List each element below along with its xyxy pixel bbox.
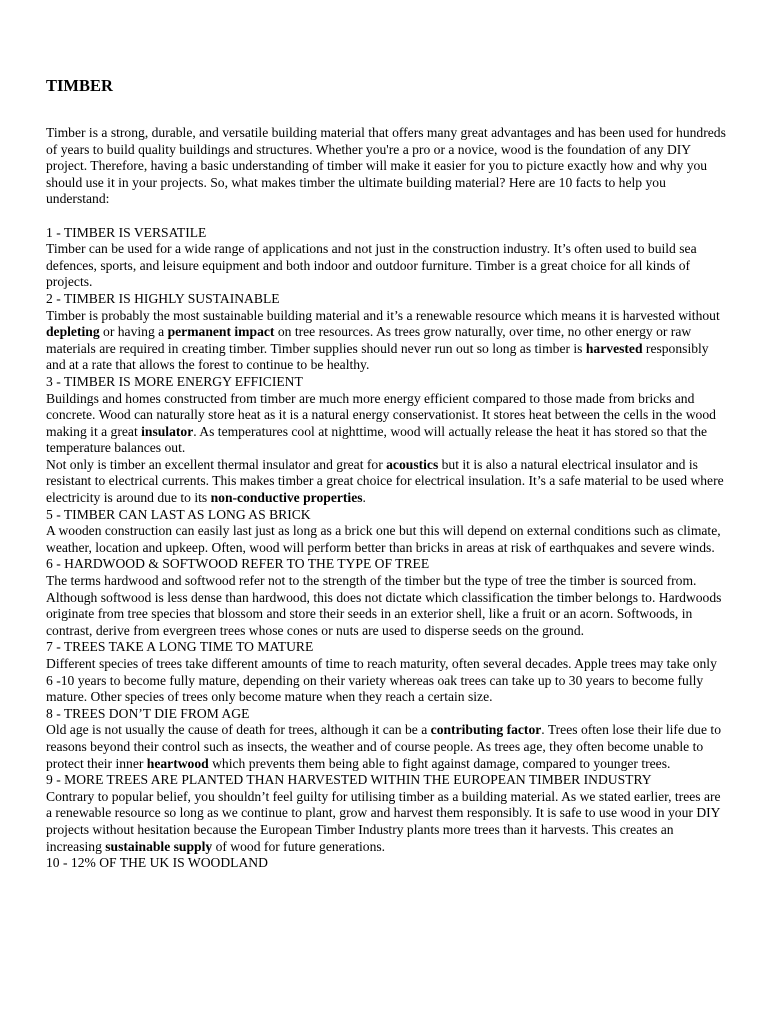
bold-term: insulator <box>141 423 194 439</box>
section <box>46 772 726 855</box>
section-heading: 6 - HARDWOOD & SOFTWOOD REFER TO THE TYPE OF TREE <box>46 556 430 572</box>
text-run: Buildings and homes constructed from timber are much more energy efficient compared to those made from bricks and concrete. Wood can naturally store heat as it is a natural energy conservationist. It stores heat between the cells in the wood making it a great <box>46 390 716 439</box>
section-heading: 5 - TIMBER CAN LAST AS LONG AS BRICK <box>46 506 311 522</box>
section-heading: 1 - TIMBER IS VERSATILE <box>46 224 207 240</box>
text-run: responsibly and at a rate that allows the forest to continue to be healthy. <box>46 340 709 373</box>
section-paragraph <box>46 789 726 855</box>
bold-term: sustainable supply <box>105 838 213 854</box>
text-run: which prevents them being able to fight against damage, compared to younger trees. <box>208 755 671 771</box>
text-run: . <box>362 490 366 506</box>
section <box>46 507 726 557</box>
intro-paragraph: Timber is a strong, durable, and versatile building material that offers many great advantages and has been used for hundreds of years to build quality buildings and structures. Whether you're a pro or a novice, wood is the foundation of any DIY project. Therefore, having a basic understanding of timber will make it easier for you to picture exactly how and why you should use it in your projects. So, what makes timber the ultimate building material? Here are 10 facts to help you understand: <box>46 125 726 207</box>
document-page <box>46 76 726 872</box>
bold-term: permanent impact <box>167 324 275 340</box>
bold-term: acoustics <box>386 456 439 472</box>
text-run: Not only is timber an excellent thermal insulator and great for <box>46 456 387 472</box>
text-run: Timber can be used for a wide range of applications and not just in the construction industry. It’s often used to build sea defences, sports, and leisure equipment and both indoor and outdoor furniture. Timber is a great choice for all kinds of projects. <box>46 241 697 290</box>
text-run: Timber is probably the most sustainable building material and it’s a renewable resource which means it is harvested without <box>46 307 720 323</box>
text-run: or having a <box>99 324 168 340</box>
bold-term: harvested <box>585 340 643 356</box>
section <box>46 374 726 507</box>
section-paragraph <box>46 241 726 291</box>
section <box>46 639 726 705</box>
text-run: Contrary to popular belief, you shouldn’t feel guilty for utilising timber as a building material. As we stated earlier, trees are a renewable resource so long as we continue to plant, grow and harvest them responsibly. It is safe to use wood in your DIY projects without hesitation because the European Timber Industry plants more trees than it harvests. This creates an increasing <box>46 788 721 854</box>
text-run: on tree resources. As trees grow naturally, over time, no other energy or raw materials are required in creating timber. Timber supplies should never run out so long as timber is <box>46 324 692 356</box>
section-paragraph <box>46 457 726 507</box>
text-run: A wooden construction can easily last just as long as a brick one but this will depend on external conditions such as climate, weather, location and upkeep. Often, wood will perform better than bricks in areas at risk of earthquakes and severe winds. <box>46 523 721 555</box>
document-title: TIMBER <box>46 76 113 95</box>
text-run: . As temperatures cool at nighttime, wood will actually release the heat it has stored so that the temperature balances out. <box>46 423 708 456</box>
section-paragraph <box>46 573 726 639</box>
section <box>46 556 726 639</box>
section-paragraph <box>46 391 726 457</box>
text-run: . Trees often lose their life due to reasons beyond their control such as insects, the weather and of course people. As trees age, they often become unable to protect their inner <box>46 722 721 771</box>
text-run: The terms hardwood and softwood refer not to the strength of the timber but the type of tree the timber is sourced from. Although softwood is less dense than hardwood, this does not dictate which classification the timber belongs to. Hardwoods originate from tree species that blossom and store their seeds in an exterior shell, like a fruit or an acorn. Softwoods, in contrast, derive from evergreen trees whose cones or nuts are used to disperse seeds on the ground. <box>46 573 722 638</box>
section-heading: 9 - MORE TREES ARE PLANTED THAN HARVESTED WITHIN THE EUROPEAN TIMBER INDUSTRY <box>46 772 652 788</box>
bold-term: non-conductive properties <box>210 490 363 506</box>
section-heading: 3 - TIMBER IS MORE ENERGY EFFICIENT <box>46 373 303 389</box>
text-run: Different species of trees take different amounts of time to reach maturity, often several decades. Apple trees may take only 6 -10 years to become fully mature, depending on their variety whereas oak trees can take up to 30 years to become fully mature. Other species of trees only become mature when they reach a certain size. <box>46 656 717 705</box>
section <box>46 291 726 374</box>
section-heading: 10 - 12% OF THE UK IS WOODLAND <box>46 855 268 871</box>
section-paragraph <box>46 308 726 374</box>
section-heading: 2 - TIMBER IS HIGHLY SUSTAINABLE <box>46 290 280 306</box>
section-heading: 7 - TREES TAKE A LONG TIME TO MATURE <box>46 639 314 655</box>
section-paragraph <box>46 722 726 772</box>
text-run: of wood for future generations. <box>212 838 386 854</box>
sections-list <box>46 225 726 872</box>
section <box>46 706 726 772</box>
text-run: Old age is not usually the cause of death for trees, although it can be a <box>46 722 431 738</box>
section-paragraph <box>46 656 726 706</box>
bold-term: depleting <box>46 324 100 340</box>
text-run: but it is also a natural electrical insulator and is resistant to electrical currents. This makes timber a great choice for electrical insulation. It’s a safe material to be used where electricity is around due to its <box>46 456 724 506</box>
section <box>46 225 726 291</box>
section <box>46 855 726 872</box>
section-heading: 8 - TREES DON’T DIE FROM AGE <box>46 705 250 721</box>
bold-term: heartwood <box>146 755 209 771</box>
section-paragraph <box>46 523 726 556</box>
bold-term: contributing factor <box>430 722 542 738</box>
